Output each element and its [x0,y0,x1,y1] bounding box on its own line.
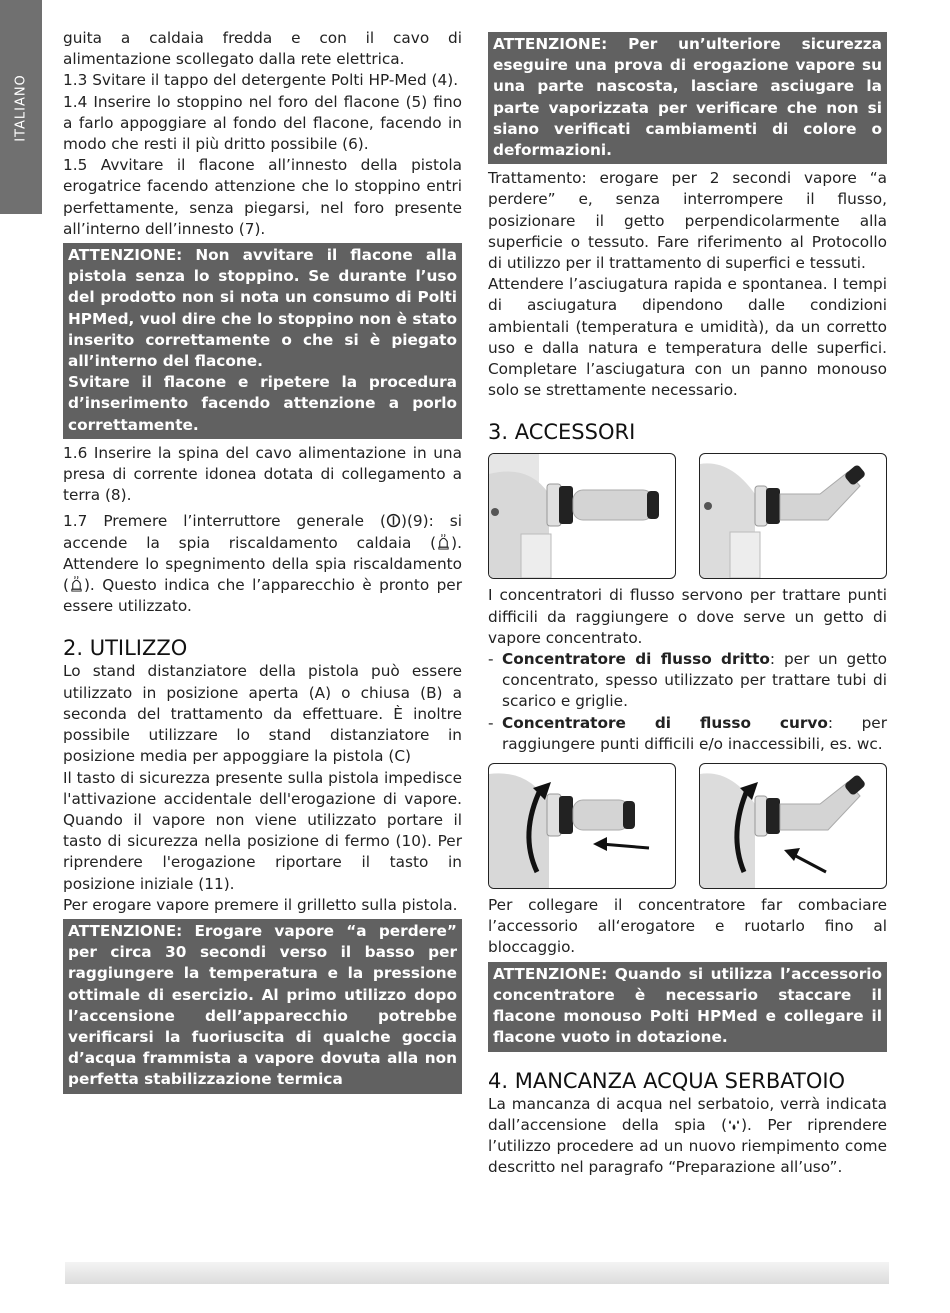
curved-concentrator-image [699,453,887,579]
water-empty-icon [727,1118,741,1132]
warning-box [488,962,887,1052]
paragraph: Per collegare il concentratore far combaciare l’accessorio all‘erogatore e ruotarlo fino al bloccaggio. [488,896,887,957]
text-span: 1.7 Premere l’interruttore generale ( [63,512,386,531]
language-tab [0,0,42,214]
text-span: ). Questo indica che l’apparecchio è pronto per essere utilizzato. [63,576,462,616]
text-span: ). Attendere lo spegnimento della spia riscaldamento ( [63,533,462,595]
list-item: - Concentratore di flusso curvo: per raggiungere punti difficili e/o inaccessibili, es. wc. [488,713,887,753]
paragraph: Trattamento: erogare per 2 secondi vapore “a perdere” e, senza interrompere il flusso, posizionare il getto perpendicolarmente alla superficie o tessuto. Fare riferimento al Protocollo di utilizzo per il trattamento di superfici e tessuti. [488,169,887,273]
paragraph: Lo stand distanziatore della pistola può essere utilizzato in posizione aperta (A) o chiusa (B) a seconda del trattamento da effettuare. È inoltre possibile utilizzare lo stand distanziatore in posizione media per appoggiare la pistola (C) [63,662,462,766]
warning-box [63,919,462,1094]
mount-curved-image [699,763,887,889]
definition: : per un getto concentrato, spesso utilizzato per trattare tubi di scarico e griglie. [502,650,887,711]
list-item: - Concentratore di flusso dritto: per un getto concentrato, spesso utilizzato per trattare tubi di scarico e griglie. [488,650,887,711]
term: Concentratore di flusso dritto [502,650,770,669]
paragraph: guita a caldaia fredda e con il cavo di alimentazione scollegato dalla rete elettrica. [63,29,462,69]
warning-text: ATTENZIONE: Non avvitare il flacone alla pistola senza lo stoppino. Se durante l’uso del prodotto non si nota un consumo di Polti HPMed, vuol dire che lo stoppino non è stato inserito correttamente o che si è piegato all’interno del flacone. [68,246,457,371]
left-column [63,28,462,1098]
warning-text: ATTENZIONE: Quando si utilizza l’accessorio concentratore è necessario staccare il flacone monouso Polti HPMed e collegare il flacone vuoto in dotazione. [493,964,882,1047]
mount-straight-image [488,763,676,889]
section-heading: 3. ACCESSORI [488,420,636,445]
paragraph [488,1094,887,1179]
text-span: La mancanza di acqua nel serbatoio, verrà indicata dall’accensione della spia ( [488,1094,887,1134]
footer-bar [65,1262,889,1284]
warning-box [488,32,887,164]
paragraph: 1.5 Avvitare il flacone all’innesto della pistola erogatrice facendo attenzione che lo stoppino entri perfettamente, senza piegarsi, nel foro presente all’interno dell’innesto (7). [63,156,462,238]
section-heading: 4. MANCANZA ACQUA SERBATOIO [488,1068,846,1093]
paragraph: I concentratori di flusso servono per trattare punti difficili da raggiungere o dove serve un getto di vapore concentrato. [488,586,887,647]
warning-text: Svitare il flacone e ripetere la procedura d’inserimento facendo attenzione a porlo correttamente. [68,373,457,434]
definition: : per raggiungere punti difficili e/o inaccessibili, es. wc. [502,713,887,753]
paragraph: 1.3 Svitare il tappo del detergente Polti HP-Med (4). [63,71,459,90]
paragraph: 1.4 Inserire lo stoppino nel foro del flacone (5) fino a farlo appoggiare al fondo del flacone, facendo in modo che resti il più dritto possibile (6). [63,92,462,154]
section-heading: 2. UTILIZZO [63,636,188,661]
warning-box [63,243,462,439]
language-tab-label: ITALIANO [13,74,29,142]
paragraph: 1.6 Inserire la spina del cavo alimentazione in una presa di corrente idonea dotata di collegamento a terra (8). [63,443,462,505]
straight-concentrator-image [488,453,676,579]
boiler-heating-icon [69,576,84,593]
paragraph [63,511,462,617]
text-span: )(9): si accende la spia riscaldamento caldaia ( [63,512,462,552]
paragraph: Il tasto di sicurezza presente sulla pistola impedisce l'attivazione accidentale dell'erogazione di vapore. Quando il vapore non viene utilizzato portare il tasto di sicurezza nella posizione di fermo (10). Per riprendere l'erogazione riportare il tasto in posizione iniziale (11). [63,768,462,893]
boiler-heating-icon [436,534,451,551]
term: Concentratore di flusso curvo [502,713,828,732]
text-span: ). Per riprendere l’utilizzo procedere ad un nuovo riempimento come descritto nel paragrafo “Preparazione all’uso”. [488,1115,887,1177]
accessory-photos-row [488,453,887,579]
right-column [488,32,887,1178]
power-switch-icon [386,513,401,528]
warning-text: ATTENZIONE: Erogare vapore “a perdere” per circa 30 secondi verso il basso per raggiungere la temperatura e la pressione ottimale di esercizio. Al primo utilizzo dopo l’accensione dell’apparecchio potrebbe verificarsi la fuoriuscita di qualche goccia d’acqua frammista a vapore dovuta alla non perfetta stabilizzazione termica [68,921,457,1089]
paragraph: Attendere l’asciugatura rapida e spontanea. I tempi di asciugatura dipendono dalle condizioni ambientali (temperatura e umidità), da un corretto uso e dalla natura e temperatura delle superfici. Completare l’asciugatura con un panno monouso solo se strettamente necessario. [488,275,887,400]
paragraph: Per erogare vapore premere il grilletto sulla pistola. [63,895,458,914]
mounting-photos-row [488,763,887,889]
warning-text: ATTENZIONE: Per un’ulteriore sicurezza eseguire una prova di erogazione vapore su una parte nascosta, lasciare asciugare la parte vaporizzata per verificare che non si siano verificati cambiamenti di colore o deformazioni. [493,35,882,160]
